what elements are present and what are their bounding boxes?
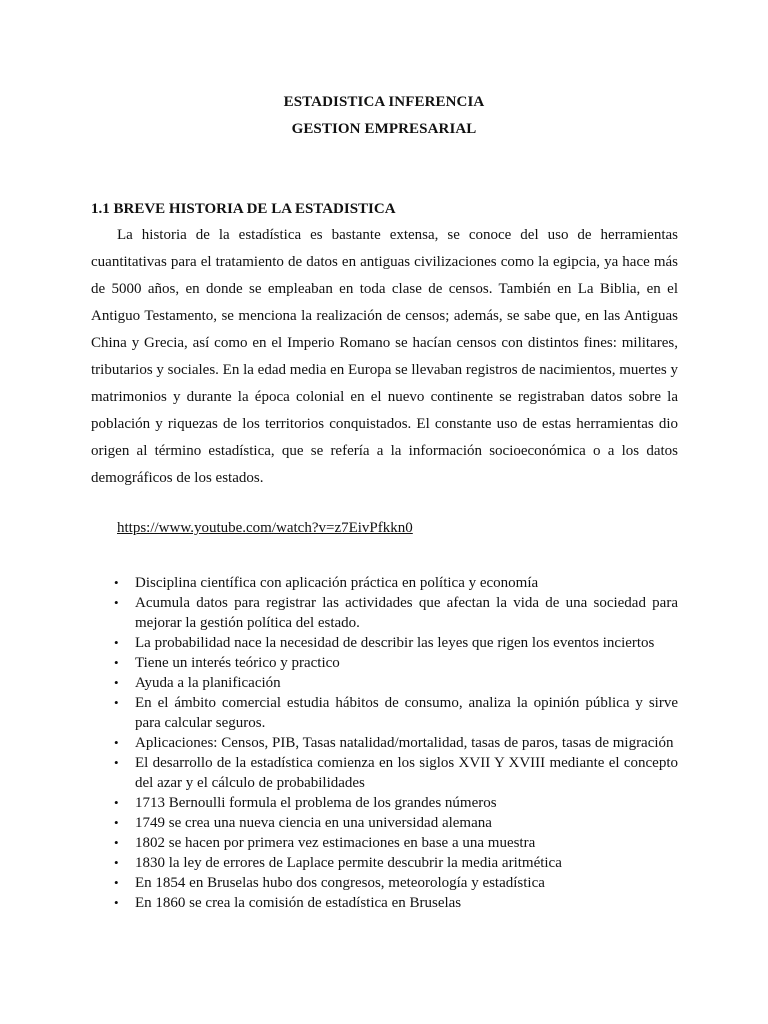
list-item-text: En el ámbito comercial estudia hábitos de consumo, analiza la opinión pública y sirve para calcular seguros. bbox=[135, 695, 678, 731]
list-item-text: En 1854 en Bruselas hubo dos congresos, meteorología y estadística bbox=[135, 875, 545, 891]
list-item bbox=[114, 853, 678, 873]
list-item bbox=[114, 593, 678, 633]
list-item bbox=[114, 753, 678, 793]
list-item bbox=[114, 813, 678, 833]
list-item-text: 1713 Bernoulli formula el problema de los grandes números bbox=[135, 795, 497, 811]
document-subtitle: GESTION EMPRESARIAL bbox=[291, 121, 477, 137]
bullet-icon: • bbox=[114, 895, 119, 910]
list-item-text: El desarrollo de la estadística comienza en los siglos XVII Y XVIII mediante el concepto del azar y el cálculo de probabilidades bbox=[135, 755, 678, 791]
list-item-text: Ayuda a la planificación bbox=[135, 675, 281, 691]
section-heading: 1.1 BREVE HISTORIA DE LA ESTADISTICA bbox=[91, 201, 396, 217]
bullet-icon: • bbox=[114, 835, 119, 850]
list-item bbox=[114, 833, 678, 853]
list-item-text: 1749 se crea una nueva ciencia en una universidad alemana bbox=[135, 815, 492, 831]
bullet-icon: • bbox=[114, 675, 119, 690]
bullet-icon: • bbox=[114, 755, 119, 770]
list-item-text: Disciplina científica con aplicación práctica en política y economía bbox=[135, 575, 539, 591]
list-item bbox=[114, 873, 678, 893]
list-item-text: En 1860 se crea la comisión de estadística en Bruselas bbox=[135, 895, 462, 911]
document-title: ESTADISTICA INFERENCIA bbox=[283, 94, 485, 110]
bullet-icon: • bbox=[114, 655, 119, 670]
bullet-icon: • bbox=[114, 735, 119, 750]
list-item bbox=[114, 573, 678, 593]
bullet-icon: • bbox=[114, 795, 119, 810]
list-item bbox=[114, 653, 678, 673]
history-paragraph: La historia de la estadística es bastante extensa, se conoce del uso de herramientas cuantitativas para el tratamiento de datos en antiguas civilizaciones como la egipcia, ya hace más de 5000 años, en donde se empleaban en toda clase de censos. También en La Biblia, en el Antiguo Testamento, se menciona la realización de censos; además, se sabe que, en las Antiguas China y Grecia, así como en el Imperio Romano se hacían censos con distintos fines: militares, tributarios y sociales. En la edad media en Europa se llevaban registros de nacimientos, muertes y matrimonios y durante la época colonial en el nuevo continente se registraban datos sobre la población y riquezas de los territorios conquistados. El constante uso de estas herramientas dio origen al término estadística, que se refería a la información socioeconómica o a los datos demográficos de los estados. bbox=[91, 227, 678, 486]
list-item-text: 1802 se hacen por primera vez estimaciones en base a una muestra bbox=[135, 835, 536, 851]
bullet-icon: • bbox=[114, 695, 119, 710]
bullet-icon: • bbox=[114, 855, 119, 870]
list-item-text: Aplicaciones: Censos, PIB, Tasas natalidad/mortalidad, tasas de paros, tasas de migración bbox=[135, 735, 674, 751]
list-item bbox=[114, 673, 678, 693]
youtube-link[interactable]: https://www.youtube.com/watch?v=z7EivPfkkn0 bbox=[117, 520, 413, 536]
bullet-icon: • bbox=[114, 635, 119, 650]
list-item-text: 1830 la ley de errores de Laplace permite descubrir la media aritmética bbox=[135, 855, 562, 871]
bullet-icon: • bbox=[114, 575, 119, 590]
bullet-icon: • bbox=[114, 595, 119, 610]
list-item bbox=[114, 733, 678, 753]
bullet-icon: • bbox=[114, 875, 119, 890]
list-item bbox=[114, 893, 678, 913]
bullet-icon: • bbox=[114, 815, 119, 830]
list-item-text: Acumula datos para registrar las actividades que afectan la vida de una sociedad para mejorar la gestión política del estado. bbox=[135, 595, 678, 631]
list-item bbox=[114, 793, 678, 813]
list-item bbox=[114, 693, 678, 733]
list-item-text: La probabilidad nace la necesidad de describir las leyes que rigen los eventos inciertos bbox=[135, 635, 655, 651]
list-item-text: Tiene un interés teórico y practico bbox=[135, 655, 340, 671]
bullet-list bbox=[114, 573, 678, 913]
list-item bbox=[114, 633, 678, 653]
